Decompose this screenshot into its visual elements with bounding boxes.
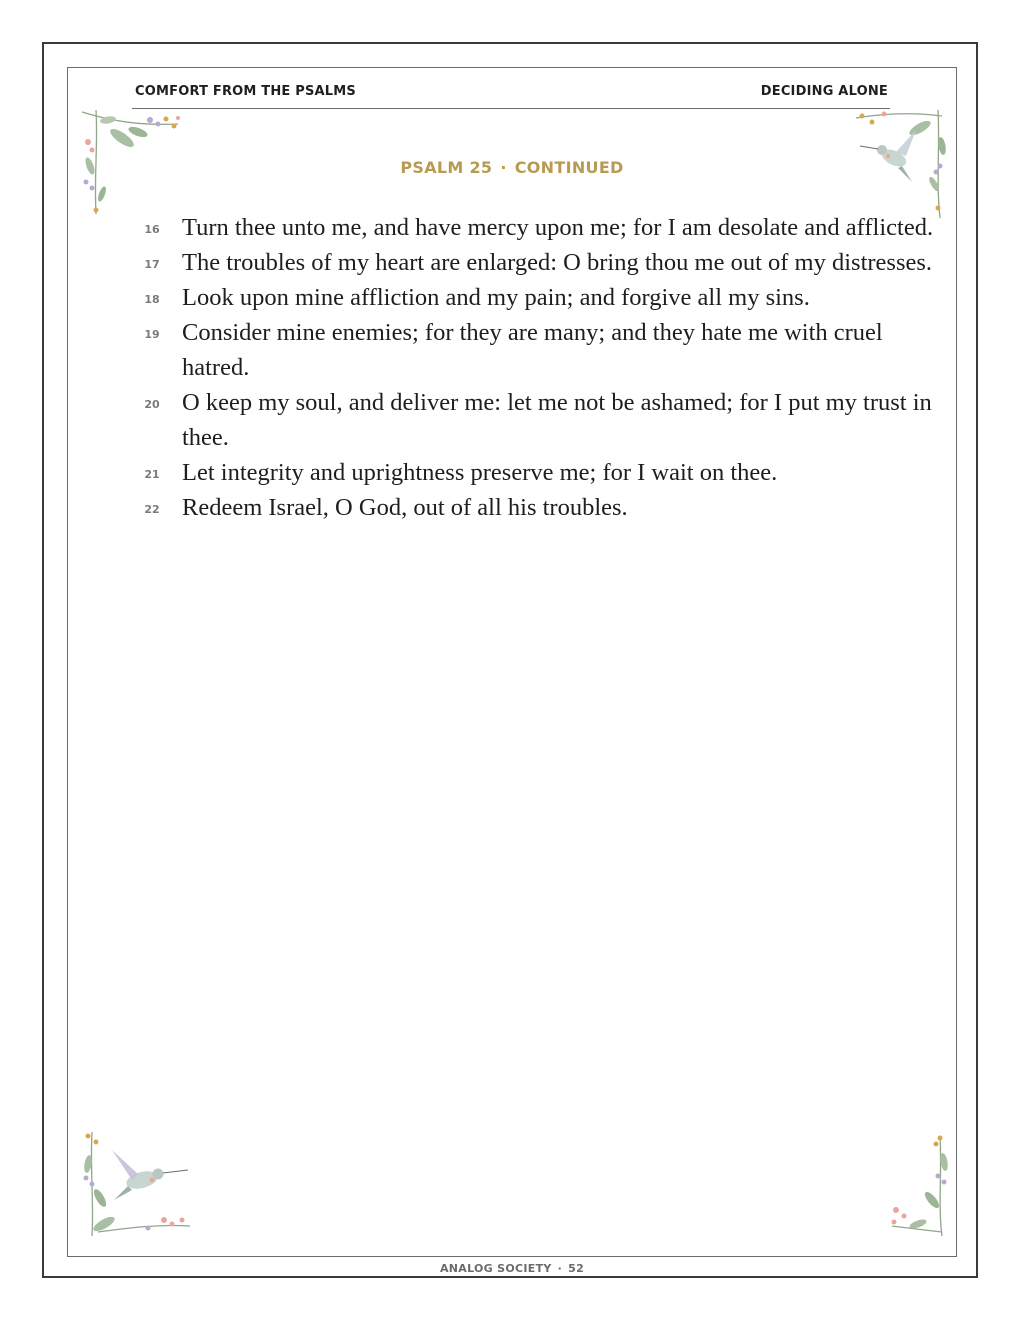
verse-text: O keep my soul, and deliver me: let me not be ashamed; for I put my trust in thee. bbox=[182, 389, 932, 451]
verse-list bbox=[140, 210, 950, 525]
footer-separator: · bbox=[557, 1262, 563, 1275]
footer-publisher: ANALOG SOCIETY bbox=[439, 1262, 552, 1275]
verse bbox=[140, 245, 950, 280]
page-footer bbox=[0, 1262, 1024, 1275]
verse-text: Consider mine enemies; for they are many; and they hate me with cruel hatred. bbox=[182, 319, 883, 381]
verse-number: 17 bbox=[144, 258, 160, 271]
verse-text: The troubles of my heart are enlarged: O bring thou me out of my distresses. bbox=[182, 249, 933, 276]
header-divider bbox=[132, 108, 890, 109]
hummingbird-floral-bottom-left-icon bbox=[78, 1128, 194, 1240]
title-separator: · bbox=[500, 158, 507, 177]
verse bbox=[140, 385, 950, 455]
verse-number: 18 bbox=[144, 293, 160, 306]
verse-number: 20 bbox=[144, 398, 160, 411]
verse-number: 16 bbox=[144, 223, 160, 236]
verse bbox=[140, 280, 950, 315]
verse bbox=[140, 455, 950, 490]
verse bbox=[140, 315, 950, 385]
running-header-right: DECIDING ALONE bbox=[760, 84, 888, 99]
verse-number: 19 bbox=[144, 328, 160, 341]
psalm-subtitle: CONTINUED bbox=[514, 158, 624, 177]
verse bbox=[140, 210, 950, 245]
verse-number: 22 bbox=[144, 503, 160, 516]
floral-corner-bottom-right-icon bbox=[884, 1132, 952, 1240]
verse-text: Let integrity and uprightness preserve me; for I wait on thee. bbox=[182, 459, 778, 486]
verse-text: Turn thee unto me, and have mercy upon me; for I am desolate and afflicted. bbox=[182, 214, 934, 241]
psalm-title: PSALM 25 bbox=[400, 158, 493, 177]
verse-text: Redeem Israel, O God, out of all his troubles. bbox=[182, 494, 628, 521]
psalm-section-title bbox=[0, 158, 1024, 177]
verse-number: 21 bbox=[144, 468, 160, 481]
running-header-left: COMFORT FROM THE PSALMS bbox=[135, 84, 356, 99]
page-number: 52 bbox=[568, 1262, 585, 1275]
verse-text: Look upon mine affliction and my pain; and forgive all my sins. bbox=[182, 284, 810, 311]
verse bbox=[140, 490, 950, 525]
